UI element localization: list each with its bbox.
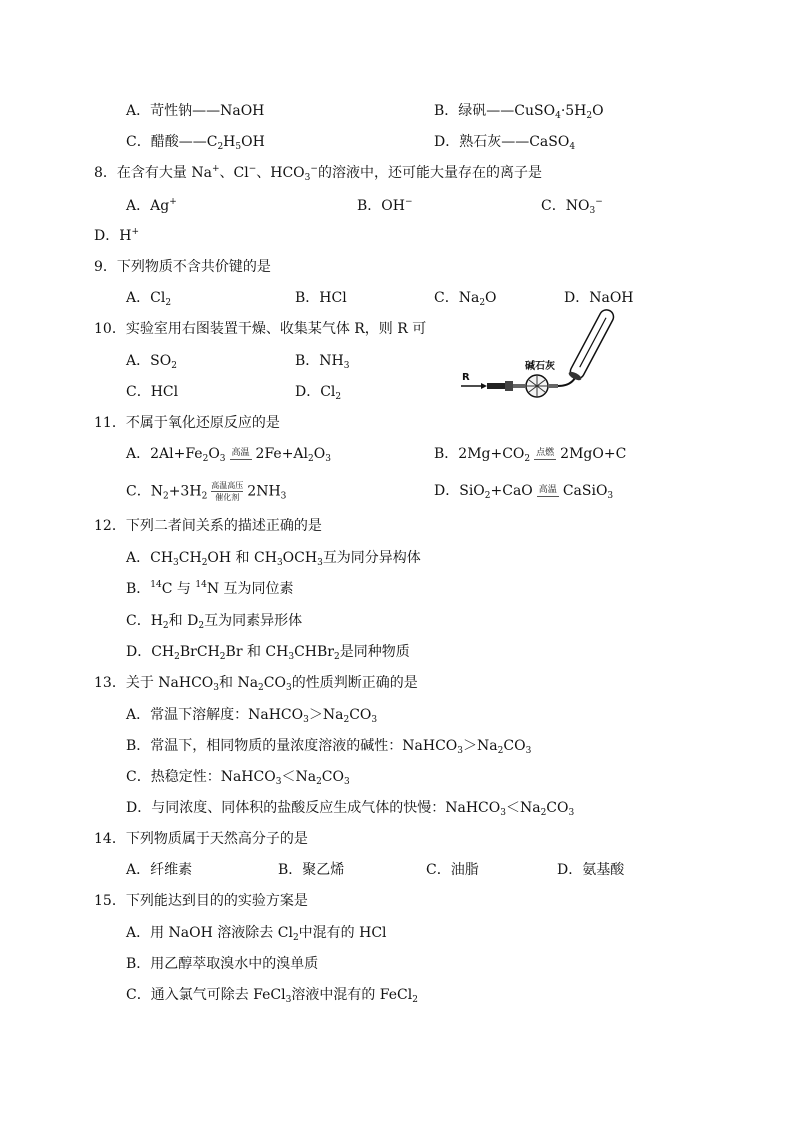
- q8-option-b: B．OH−: [357, 197, 413, 214]
- q7-option-d: D．熟石灰——CaSO$_4$: [434, 134, 576, 152]
- q14-option-b: B．聚乙烯: [278, 862, 345, 878]
- q14-option-d: D．氨基酸: [557, 862, 625, 878]
- q9-option-b: B．HCl: [295, 290, 347, 306]
- q7-option-a: A．苛性钠——NaOH: [126, 103, 265, 119]
- q13-option-b: B．常温下，相同物质的量浓度溶液的碱性：$NaHCO_3>Na_2CO_3$: [126, 738, 532, 756]
- q13-option-a: A．常温下溶解度：$NaHCO_3>Na_2CO_3$: [126, 707, 378, 725]
- q9-option-d: D．NaOH: [564, 290, 634, 306]
- q12-option-a: A．$CH_3CH_2OH$ 和 $CH_3OCH_3$互为同分异构体: [126, 550, 421, 568]
- q10-option-d: D．$Cl_2$: [295, 384, 342, 402]
- q12-option-b: B．$^{14}$C 与 $^{14}$N 互为同位素: [126, 580, 294, 597]
- q9-option-a: A．$Cl_2$: [126, 290, 172, 308]
- q15-option-b: B．用乙醇萃取溴水中的溴单质: [126, 956, 319, 972]
- figure-label-r: R: [462, 372, 470, 383]
- collection-tube: [567, 307, 616, 382]
- q10-option-a: A．$SO_2$: [126, 353, 177, 371]
- q15-option-a: A．用 NaOH 溶液除去 $Cl_2$中混有的 HCl: [126, 925, 387, 943]
- q10-option-c: C．HCl: [126, 384, 179, 400]
- q9-option-c: C．$Na_2O$: [434, 290, 497, 308]
- q15-stem: 15．下列能达到目的的实验方案是: [94, 893, 308, 909]
- q8-option-d: D．H+: [94, 227, 139, 244]
- q15-option-c: C．通入氯气可除去 FeCl$_3$溶液中混有的 FeCl$_2$: [126, 987, 418, 1005]
- q11-option-c: C．$N_2+3H_2$ 高温高压 催化剂 $2NH_3$: [126, 481, 287, 502]
- drying-collection-apparatus-figure: [455, 306, 635, 402]
- bent-tube: [558, 378, 575, 386]
- q13-stem: 13．关于 NaHCO$_3$和 $Na_2CO_3$的性质判断正确的是: [94, 675, 418, 693]
- inlet-tube: [487, 383, 505, 389]
- q11-stem: 11．不属于氧化还原反应的是: [94, 415, 280, 431]
- q13-option-d: D．与同浓度、同体积的盐酸反应生成气体的快慢：$NaHCO_3<Na_2CO_3$: [126, 800, 575, 818]
- condition-arrow: 高温: [538, 484, 557, 495]
- q9-stem: 9．下列物质不含共价键的是: [94, 259, 271, 275]
- q13-option-c: C．热稳定性：$NaHCO_3<Na_2CO_3$: [126, 769, 350, 787]
- condition-arrow: 高温: [231, 447, 250, 458]
- q11-option-b: B．$2Mg+CO_2$ 点燃 2MgO+C: [434, 446, 627, 464]
- q10-option-b: B．$NH_3$: [295, 353, 350, 371]
- q8-stem: 8．在含有大量 Na+、Cl−、$HCO_3^-$的溶液中，还可能大量存在的离子是: [94, 164, 542, 183]
- connector-left: [513, 384, 525, 388]
- stopper-left: [505, 381, 513, 391]
- q8-option-a: A．Ag+: [126, 197, 177, 214]
- q12-option-d: D．$CH_2BrCH_2Br$ 和 $CH_3CHBr_2$是同种物质: [126, 644, 410, 662]
- q7-option-c: C．醋酸$——C_2H_5OH$: [126, 134, 265, 152]
- gas-inlet-arrow-head: [481, 383, 487, 389]
- q14-option-a: A．纤维素: [126, 862, 193, 878]
- q12-stem: 12．下列二者间关系的描述正确的是: [94, 518, 322, 534]
- q7-option-b: B．绿矾$——CuSO_4\cdot 5H_2O$: [434, 103, 604, 121]
- condition-arrow: 高温高压 催化剂: [211, 481, 244, 502]
- figure-label-soda-lime: 碱石灰: [525, 361, 555, 372]
- q14-stem: 14．下列物质属于天然高分子的是: [94, 831, 308, 847]
- q11-option-d: D．SiO$_2$+CaO 高温 CaSiO$_3$: [434, 483, 614, 501]
- q10-stem: 10．实验室用右图装置干燥、收集某气体 R，则 R 可: [94, 321, 427, 337]
- q8-option-c: C．$NO_3^-$: [541, 197, 603, 216]
- q11-option-a: A．$2Al+Fe_2O_3$ 高温 $2Fe+Al_2O_3$: [126, 446, 331, 464]
- q14-option-c: C．油脂: [426, 862, 479, 878]
- connector-right: [548, 384, 558, 388]
- q12-option-c: C．$H_2$和 $D_2$互为同素异形体: [126, 613, 303, 631]
- condition-arrow: 点燃: [536, 447, 555, 458]
